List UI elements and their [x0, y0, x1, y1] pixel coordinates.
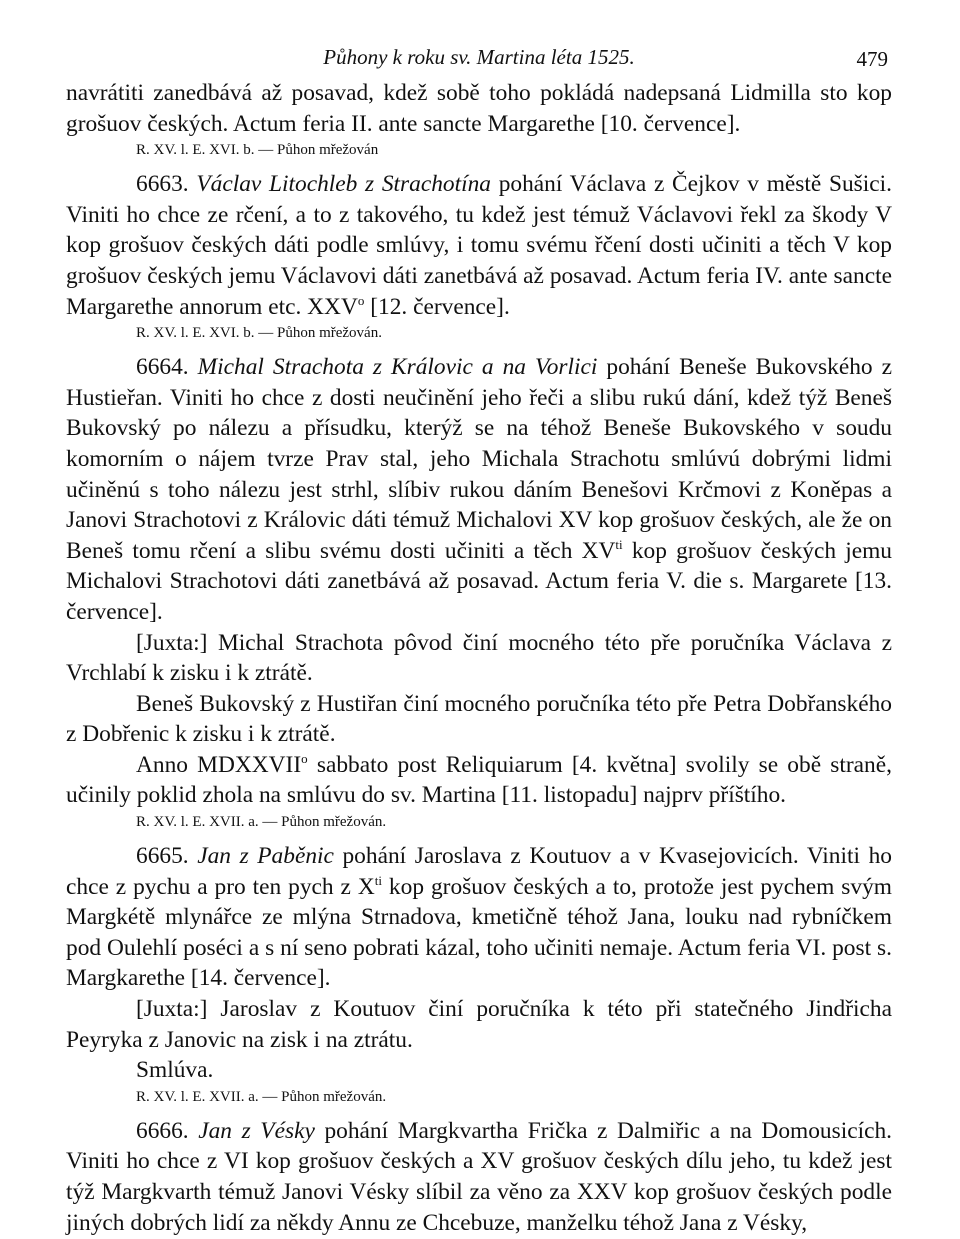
superscript: ti [615, 536, 623, 552]
text-run: 6666. [136, 1117, 199, 1144]
superscript: o [357, 292, 365, 308]
superscript: o [301, 751, 308, 767]
text-run: [Juxta:] Michal Strachota pôvod činí mocného této pře poručníka Václava z Vrchlabí k zisku i k ztrátě. [66, 629, 892, 687]
case-entry [66, 1116, 892, 1238]
text-run: kop grošuov českých jemu Michalovi Strachotovi dáti zanetbává až posavad. Actum feria V. die s. Margarete [13. července]. [66, 537, 893, 625]
running-header [66, 36, 892, 78]
text-run: pohání Václava z Čejkov v městě Sušici. Viniti ho chce ze rčení, a to z takového, tu kdež jest témuž Václavovi řekl za škody V kop grošuov českých dáti podle smlúvy, i tomu svému řčení dosti učiniti a těch V kop grošuov českých jemu Václavovi dáti zanetbává až posavad. Actum feria IV. ante sancte Margarethe annorum etc. XXV [66, 171, 892, 320]
text-run: Anno MDXXVII [136, 751, 302, 778]
text-run: pohání Jaroslava z Koutuov a v Kvasejovicích. Viniti ho chce z pychu a pro ten pych z X [66, 843, 892, 900]
record-reference: R. XV. l. E. XVI. b. — Půhon mřežován [136, 142, 379, 159]
page-number: 479 [856, 47, 888, 71]
record-reference: R. XV. l. E. XVI. b. — Půhon mřežován. [136, 325, 382, 342]
superscript: ti [374, 872, 382, 888]
text-run: Smlúva. [136, 1057, 214, 1084]
text-run: [Juxta:] Jaroslav z Koutuov činí poručníka k této při statečného Jindřicha Peyryka z Janovic na zisk i na ztrátu. [66, 996, 892, 1053]
party-name: Michal Strachota z Královic a na Vorlici [197, 354, 598, 381]
text-run: 6663. [136, 171, 197, 198]
text-run: navrátiti zanedbává až posavad, kdež sobě toho pokládá nadepsaná Lidmilla sto kop grošuov českých. Actum feria II. ante sancte Margarethe [10. července]. [66, 80, 892, 137]
party-name: Jan z Paběnic [197, 843, 334, 870]
record-reference: R. XV. l. E. XVII. a. — Půhon mřežován. [136, 1088, 387, 1105]
record-reference: R. XV. l. E. XVII. a. — Půhon mřežován. [136, 814, 387, 831]
text-run: 6665. [136, 843, 198, 870]
paragraph [66, 689, 892, 750]
running-title: Půhony k roku sv. Martina léta 1525. [323, 45, 635, 69]
party-name: Václav Litochleb z Strachotína [196, 171, 491, 198]
text-run: Beneš Bukovský z Hustiřan činí mocného poručníka této pře Petra Dobřanského z Dobřenic k zisku i k ztrátě. [66, 690, 892, 748]
text-run: sabbato post Reliquiarum [4. května] svolily se obě straně, učinily poklid zhola na smlúvu do sv. Martina [11. listopadu] najprv příštího. [66, 751, 892, 809]
paragraph [66, 78, 892, 139]
text-run: kop grošuov českých a to, protože jest pychem svým Margkétě mlynářce ze mlýna Strnadova, kmetičně téhož Jana, louku nad rybníčkem pod Oulehlí poséci a s ní seno pobrati kázal, toho učiniti nemaje. Actum feria VI. post s. Margkarethe [14. července]. [66, 873, 892, 992]
document-body [66, 78, 892, 1238]
paragraph [66, 750, 892, 811]
text-run: pohání Margkvartha Frička z Dalmiřic a na Domousicích. Viniti ho chce z VI kop grošuov českých a XV grošuov českých dílu jeho, tu kdež jest týž Margkvarth témuž Janovi Vésky slíbil za věno za XXV kop grošuov českých podle jiných dobrých lidí za někdy Annu ze Chcebuze, manželku téhož Jana z Vésky, [66, 1117, 893, 1236]
case-entry [66, 352, 892, 627]
case-entry [66, 841, 892, 994]
text-run: pohání Beneše Bukovského z Hustieřan. Viniti ho chce z dosti neučinění jeho řeči a slibu rukú dání, kdež týž Beneš Bukovský po nálezu a přísudku, kterýž se na téhož Beneše Bukovského v soudu komorním o nájem tvrze Prav stal, jeho Michala Strachotu smlúvú dobrými lidmi učiněnú s toho nálezu jest strhl, slíbiv rukou dáním Benešovi Krčmovi z Koněpas a Janovi Strachotovi z Královic dáti témuž Michalovi XV kop grošuov českých, ale že on Beneš tomu rčení a slibu svému dosti učiniti a těch XV [66, 354, 892, 564]
text-run: 6664. [136, 354, 198, 381]
party-name: Jan z Vésky [198, 1117, 315, 1144]
paragraph [66, 994, 892, 1055]
case-entry [66, 169, 892, 322]
paragraph [66, 1055, 892, 1086]
paragraph [66, 628, 892, 689]
text-run: [12. července]. [364, 293, 510, 320]
